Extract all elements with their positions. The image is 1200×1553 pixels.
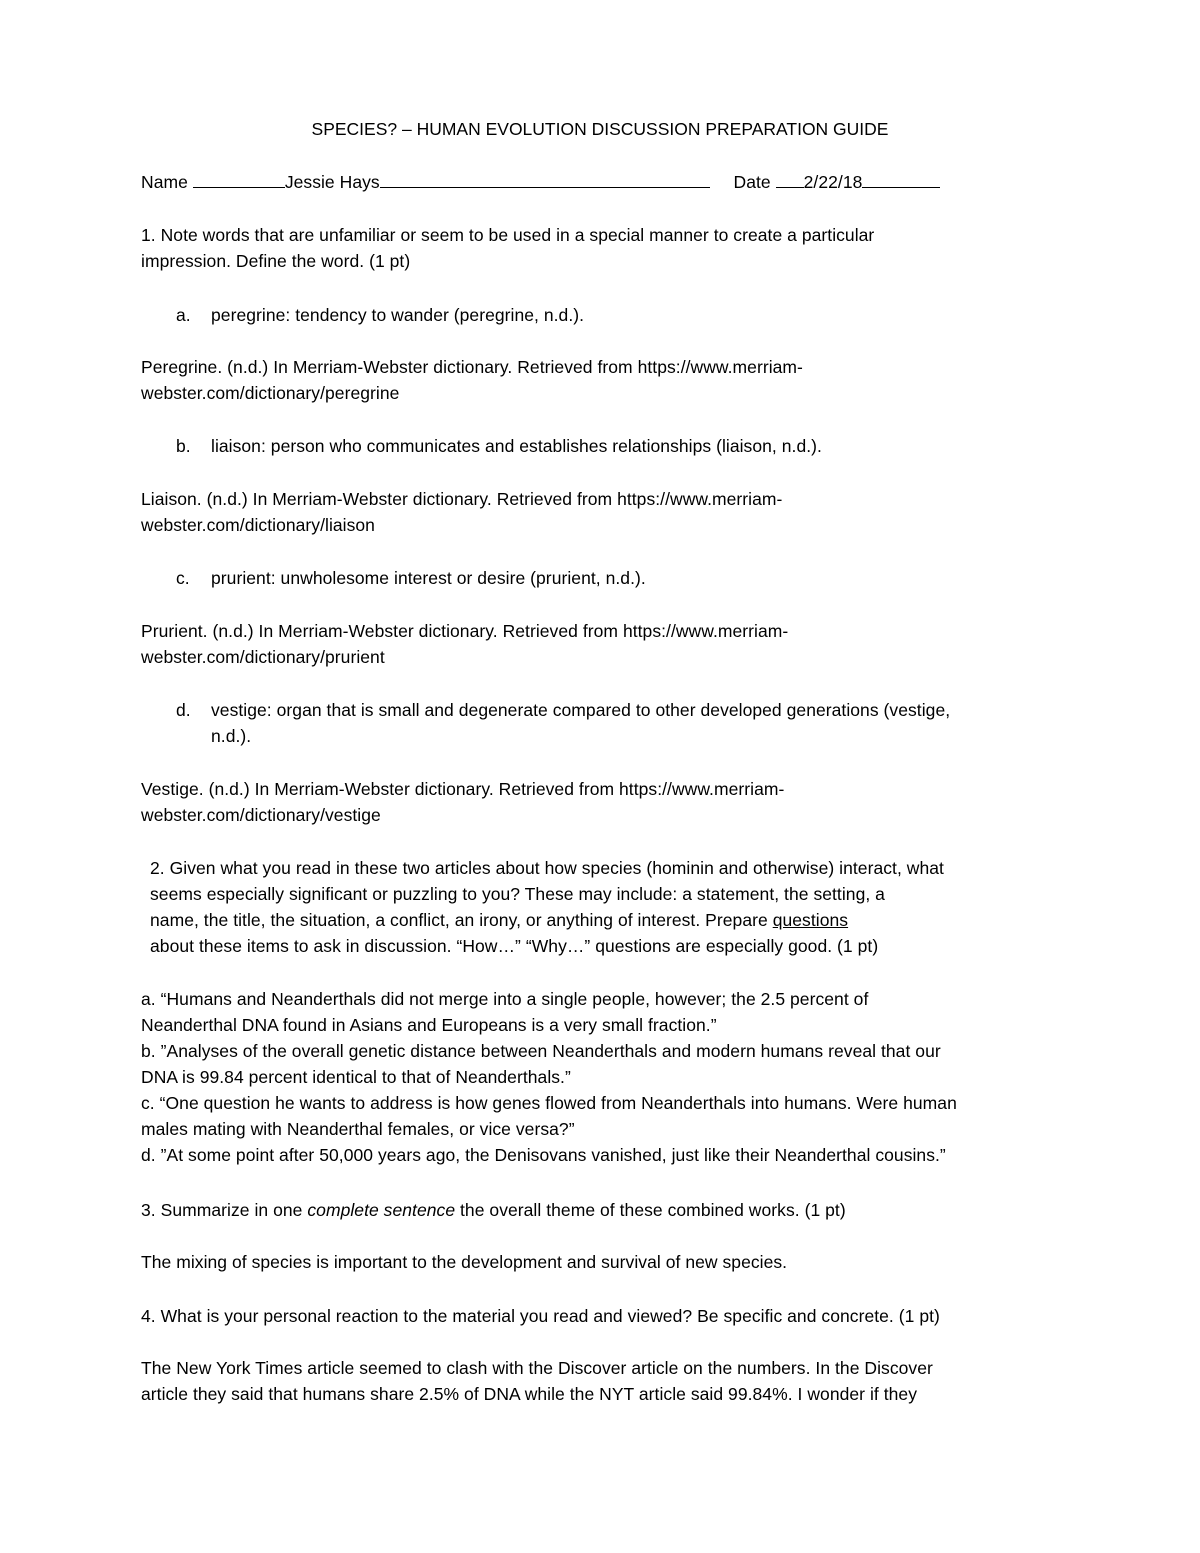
q2-text-line-3 [150, 909, 848, 931]
q1-text-line-1: 1. Note words that are unfamiliar or seem to be used in a special manner to create a particular [141, 225, 875, 245]
q1-item-b-letter: b. [176, 436, 191, 456]
q1-item-a-text: peregrine: tendency to wander (peregrine, n.d.). [211, 305, 585, 325]
q1-item-b-ref-line-1: Liaison. (n.d.) In Merriam-Webster dictionary. Retrieved from https://www.merriam- [141, 489, 783, 509]
q2-answer-line: b. ”Analyses of the overall genetic distance between Neanderthals and modern humans reveal that our [141, 1041, 941, 1061]
q1-item-d-ref-line-1: Vestige. (n.d.) In Merriam-Webster dictionary. Retrieved from https://www.merriam- [141, 779, 785, 799]
document-title: SPECIES? – HUMAN EVOLUTION DISCUSSION PREPARATION GUIDE [311, 119, 889, 139]
q1-item-c-ref-line-1: Prurient. (n.d.) In Merriam-Webster dictionary. Retrieved from https://www.merriam- [141, 621, 789, 641]
q2-text-line-1: 2. Given what you read in these two articles about how species (hominin and otherwise) interact, what [150, 858, 944, 878]
q3-text-pre: 3. Summarize in one [141, 1200, 308, 1220]
q1-item-c-ref-line-2: webster.com/dictionary/prurient [141, 647, 385, 667]
q1-item-b-text: liaison: person who communicates and establishes relationships (liaison, n.d.). [211, 436, 822, 456]
q1-item-b-ref-line-2: webster.com/dictionary/liaison [141, 515, 375, 535]
q1-text-line-2: impression. Define the word. (1 pt) [141, 251, 411, 271]
q2-answer-line: a. “Humans and Neanderthals did not merge into a single people, however; the 2.5 percent of [141, 989, 869, 1009]
name-value: Jessie Hays [284, 172, 380, 192]
q2-text-line-2: seems especially significant or puzzling to you? These may include: a statement, the setting, a [150, 884, 885, 904]
date-label: Date [733, 172, 771, 192]
date-blank-lead [776, 172, 804, 188]
date-blank-trail [862, 172, 940, 188]
q2-answer-line: males mating with Neanderthal females, or vice versa?” [141, 1119, 575, 1139]
q2-answer-line: Neanderthal DNA found in Asians and Europeans is a very small fraction.” [141, 1015, 717, 1035]
q3-answer: The mixing of species is important to the development and survival of new species. [141, 1252, 788, 1272]
q2-text-line-4: about these items to ask in discussion. “How…” “Why…” questions are especially good. (1 pt) [150, 936, 879, 956]
name-date-line [141, 171, 940, 193]
name-label: Name [141, 172, 188, 192]
q1-item-d-letter: d. [176, 700, 191, 720]
name-blank-lead [193, 172, 285, 188]
q1-item-c-letter: c. [176, 568, 190, 588]
q1-item-c-text: prurient: unwholesome interest or desire (prurient, n.d.). [211, 568, 646, 588]
q2-answer-line: c. “One question he wants to address is how genes flowed from Neanderthals into humans. Were human [141, 1093, 957, 1113]
name-blank-trail [380, 172, 710, 188]
q1-item-a-letter: a. [176, 305, 191, 325]
q3-text-post: the overall theme of these combined works. (1 pt) [455, 1200, 846, 1220]
q2-answer-line: DNA is 99.84 percent identical to that of Neanderthals.” [141, 1067, 571, 1087]
q1-item-d-text-line-2: n.d.). [211, 726, 252, 746]
q2-answer-line: d. ”At some point after 50,000 years ago, the Denisovans vanished, just like their Neanderthal cousins.” [141, 1145, 946, 1165]
q1-item-a-ref-line-1: Peregrine. (n.d.) In Merriam-Webster dictionary. Retrieved from https://www.merriam- [141, 357, 803, 377]
q4-answer-line-2: article they said that humans share 2.5% of DNA while the NYT article said 99.84%. I wonder if they [141, 1384, 917, 1404]
q1-item-d-text-line-1: vestige: organ that is small and degenerate compared to other developed generations (vestige, [211, 700, 951, 720]
q2-line-3-text: name, the title, the situation, a conflict, an irony, or anything of interest. Prepare [150, 910, 773, 930]
q3-italic-phrase: complete sentence [307, 1200, 456, 1220]
date-value: 2/22/18 [803, 172, 863, 192]
q1-item-d-ref-line-2: webster.com/dictionary/vestige [141, 805, 381, 825]
q1-item-a-ref-line-2: webster.com/dictionary/peregrine [141, 383, 400, 403]
q2-underlined-questions: questions [772, 910, 849, 930]
q4-question: 4. What is your personal reaction to the material you read and viewed? Be specific and concrete. (1 pt) [141, 1306, 940, 1326]
q4-answer-line-1: The New York Times article seemed to clash with the Discover article on the numbers. In the Discover [141, 1358, 933, 1378]
q3-question [141, 1199, 846, 1221]
